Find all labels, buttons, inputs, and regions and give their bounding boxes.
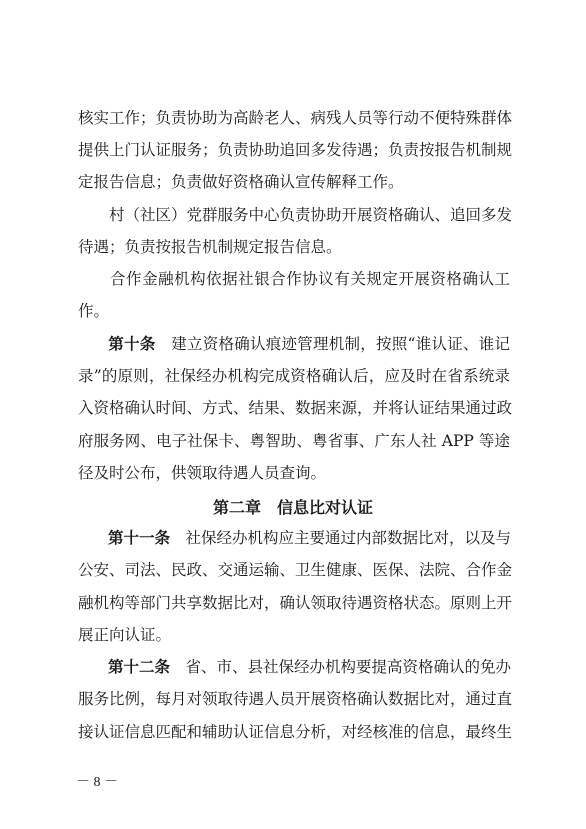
article-12-label: 第十二条 <box>108 658 171 676</box>
article-11-label: 第十一条 <box>108 529 171 547</box>
text-line: 提供上门认证服务；负责协助追回多发待遇；负责按报告机制规 <box>78 141 513 159</box>
page-number: － 8 － <box>76 775 118 790</box>
article-10-first-line <box>78 334 510 354</box>
text-line: 核实工作；负责协助为高龄老人、病残人员等行动不便特殊群体 <box>78 109 513 127</box>
text-line: 融机构等部门共享数据比对，确认领取待遇资格状态。原则上开 <box>78 594 513 612</box>
text-line: 府服务网、电子社保卡、粤智助、粤省事、广东人社 APP 等途 <box>78 432 510 450</box>
article-11-text: 社保经办机构应主要通过内部数据比对，以及与 <box>170 529 512 547</box>
text-line: 录”的原则，社保经办机构完成资格确认后，应及时在省系统录 <box>78 367 510 385</box>
text-line: 径及时公布，供领取待遇人员查询。 <box>78 464 327 482</box>
article-12-first-line <box>78 657 510 677</box>
text-line: 展正向认证。 <box>78 626 172 644</box>
text-line: 公安、司法、民政、交通运输、卫生健康、医保、法院、合作金 <box>78 561 513 579</box>
text-line: 入资格确认时间、方式、结果、数据来源，并将认证结果通过政 <box>78 399 513 417</box>
text-line: 服务比例，每月对领取待遇人员开展资格确认数据比对，通过直 <box>78 690 513 708</box>
text-line: 村（社区）党群服务中心负责协助开展资格确认、追回多发 <box>78 206 513 224</box>
text-line: 合作金融机构依据社银合作协议有关规定开展资格确认工 <box>78 270 510 288</box>
chapter-heading: 第二章 信息比对认证 <box>212 498 373 517</box>
article-10-label: 第十条 <box>108 335 156 353</box>
article-10-text: 建立资格确认痕迹管理机制，按照“谁认证、谁记 <box>155 335 510 353</box>
text-line: 作。 <box>78 302 110 320</box>
article-11-first-line <box>78 528 510 548</box>
article-12-text: 省、市、县社保经办机构要提高资格确认的免办 <box>170 658 512 676</box>
text-line: 接认证信息匹配和辅助认证信息分析，对经核准的信息，最终生 <box>78 723 513 741</box>
text-line: 待遇；负责按报告机制规定报告信息。 <box>78 238 342 256</box>
text-line: 定报告信息；负责做好资格确认宣传解释工作。 <box>78 173 404 191</box>
